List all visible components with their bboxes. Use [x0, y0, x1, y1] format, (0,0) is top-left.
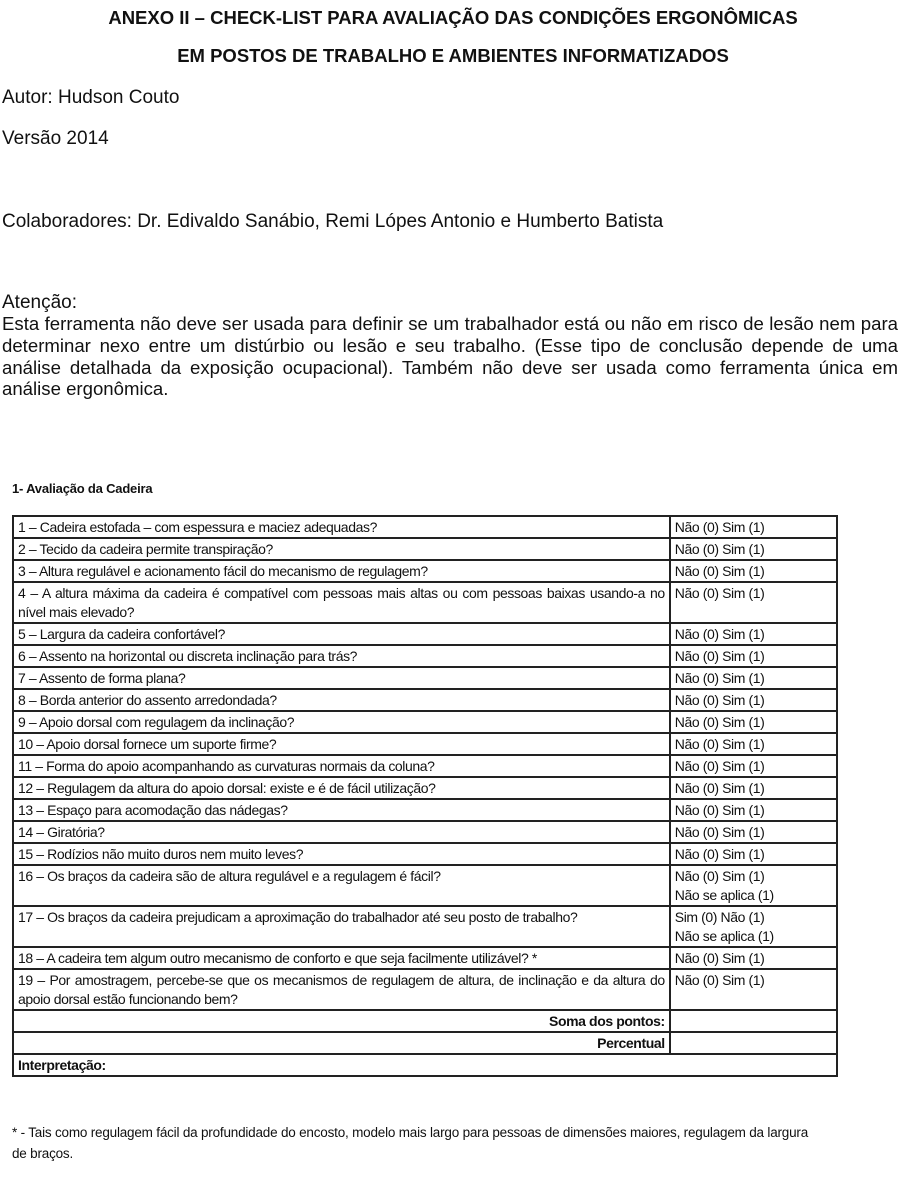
- answer-options: [670, 711, 837, 733]
- author: Autor: Hudson Couto: [2, 87, 180, 108]
- table-row: [13, 538, 837, 560]
- sum-label: Soma dos pontos:: [13, 1010, 670, 1032]
- answer-option: Não (0) Sim (1): [674, 758, 765, 774]
- attention-label: Atenção:: [2, 292, 77, 313]
- answer-options: [670, 799, 837, 821]
- table-row: [13, 645, 837, 667]
- percent-label: Percentual: [13, 1032, 670, 1054]
- question-text: 13 – Espaço para acomodação das nádegas?: [13, 799, 670, 821]
- footnote: * - Tais como regulagem fácil da profundidade do encosto, modelo mais largo para pessoas de dimensões maiores, regulagem da largura de braços.: [12, 1125, 809, 1161]
- checklist-table: [12, 515, 838, 1077]
- table-row: [13, 947, 837, 969]
- sum-value: [670, 1010, 837, 1032]
- question-text: 9 – Apoio dorsal com regulagem da inclinação?: [13, 711, 670, 733]
- question-text: 14 – Giratória?: [13, 821, 670, 843]
- attention-text: Esta ferramenta não deve ser usada para definir se um trabalhador está ou não em risco de lesão nem para determinar nexo entre um distúrbio ou lesão e seu trabalho. (Esse tipo de conclusão depende de uma análise detalhada da exposição ocupacional). Também não deve ser usada como ferramenta única em análise ergonômica.: [2, 313, 898, 400]
- interpretation-label: Interpretação:: [13, 1054, 837, 1076]
- table-row: [13, 906, 837, 947]
- answer-option: Não (0) Sim (1): [674, 824, 765, 840]
- table-row: [13, 689, 837, 711]
- question-text: 1 – Cadeira estofada – com espessura e maciez adequadas?: [13, 516, 670, 538]
- table-row: [13, 843, 837, 865]
- answer-option: Não (0) Sim (1): [674, 802, 765, 818]
- answer-option: Não (0) Sim (1): [674, 846, 765, 862]
- table-row: [13, 516, 837, 538]
- question-text: 3 – Altura regulável e acionamento fácil do mecanismo de regulagem?: [13, 560, 670, 582]
- answer-option: Não (0) Sim (1): [674, 541, 765, 557]
- question-text: 19 – Por amostragem, percebe-se que os mecanismos de regulagem de altura, de inclinação e da altura do apoio dorsal estão funcionando bem?: [13, 969, 670, 1010]
- answer-option: Não (0) Sim (1): [674, 585, 765, 601]
- question-text: 7 – Assento de forma plana?: [13, 667, 670, 689]
- answer-options: [670, 755, 837, 777]
- question-text: 6 – Assento na horizontal ou discreta inclinação para trás?: [13, 645, 670, 667]
- question-text: 16 – Os braços da cadeira são de altura regulável e a regulagem é fácil?: [13, 865, 670, 906]
- table-row: [13, 667, 837, 689]
- question-text: 10 – Apoio dorsal fornece um suporte firme?: [13, 733, 670, 755]
- question-text: 2 – Tecido da cadeira permite transpiração?: [13, 538, 670, 560]
- answer-options: [670, 733, 837, 755]
- answer-option: Não (0) Sim (1): [674, 868, 765, 884]
- percent-value: [670, 1032, 837, 1054]
- answer-option: Não (0) Sim (1): [674, 736, 765, 752]
- answer-options: [670, 623, 837, 645]
- answer-options: [670, 906, 837, 947]
- answer-options: [670, 582, 837, 623]
- document-title-line1: ANEXO II – CHECK-LIST PARA AVALIAÇÃO DAS CONDIÇÕES ERGONÔMICAS: [108, 7, 798, 28]
- answer-options: [670, 843, 837, 865]
- table-row: [13, 755, 837, 777]
- answer-option: Não (0) Sim (1): [674, 714, 765, 730]
- question-text: 15 – Rodízios não muito duros nem muito leves?: [13, 843, 670, 865]
- answer-option: Não (0) Sim (1): [674, 670, 765, 686]
- answer-options: [670, 969, 837, 1010]
- question-text: 12 – Regulagem da altura do apoio dorsal: existe e é de fácil utilização?: [13, 777, 670, 799]
- answer-option: Não (0) Sim (1): [674, 692, 765, 708]
- table-row: [13, 969, 837, 1010]
- question-text: 11 – Forma do apoio acompanhando as curvaturas normais da coluna?: [13, 755, 670, 777]
- table-row: [13, 623, 837, 645]
- percent-row: [13, 1032, 837, 1054]
- document-title-line2: EM POSTOS DE TRABALHO E AMBIENTES INFORMATIZADOS: [177, 45, 729, 66]
- version: Versão 2014: [2, 128, 109, 149]
- question-text: 17 – Os braços da cadeira prejudicam a aproximação do trabalhador até seu posto de trabalho?: [13, 906, 670, 947]
- table-row: [13, 777, 837, 799]
- table-row: [13, 560, 837, 582]
- answer-options: [670, 560, 837, 582]
- table-row: [13, 711, 837, 733]
- answer-options: [670, 538, 837, 560]
- answer-option: Não (0) Sim (1): [674, 648, 765, 664]
- table-row: [13, 865, 837, 906]
- answer-option: Não (0) Sim (1): [674, 519, 765, 535]
- question-text: 18 – A cadeira tem algum outro mecanismo de conforto e que seja facilmente utilizável? *: [13, 947, 670, 969]
- answer-options: [670, 777, 837, 799]
- answer-options: [670, 689, 837, 711]
- interpretation-row: [13, 1054, 837, 1076]
- table-row: [13, 582, 837, 623]
- question-text: 8 – Borda anterior do assento arredondada?: [13, 689, 670, 711]
- answer-option-not-applicable: Não se aplica (1): [674, 928, 774, 944]
- answer-option: Não (0) Sim (1): [674, 780, 765, 796]
- sum-row: [13, 1010, 837, 1032]
- answer-options: [670, 667, 837, 689]
- answer-option: Não (0) Sim (1): [674, 950, 765, 966]
- question-text: 4 – A altura máxima da cadeira é compatível com pessoas mais altas ou com pessoas baixas usando-a no nível mais elevado?: [13, 582, 670, 623]
- answer-options: [670, 645, 837, 667]
- answer-option: Não (0) Sim (1): [674, 563, 765, 579]
- table-row: [13, 733, 837, 755]
- table-row: [13, 799, 837, 821]
- answer-options: [670, 865, 837, 906]
- answer-options: [670, 947, 837, 969]
- answer-options: [670, 516, 837, 538]
- answer-option: Não (0) Sim (1): [674, 626, 765, 642]
- answer-options: [670, 821, 837, 843]
- answer-option: Não (0) Sim (1): [674, 972, 765, 988]
- collaborators: Colaboradores: Dr. Edivaldo Sanábio, Remi Lópes Antonio e Humberto Batista: [2, 211, 664, 232]
- table-row: [13, 821, 837, 843]
- answer-option-not-applicable: Não se aplica (1): [674, 887, 774, 903]
- question-text: 5 – Largura da cadeira confortável?: [13, 623, 670, 645]
- section-title: 1- Avaliação da Cadeira: [12, 481, 153, 496]
- answer-option: Sim (0) Não (1): [674, 909, 765, 925]
